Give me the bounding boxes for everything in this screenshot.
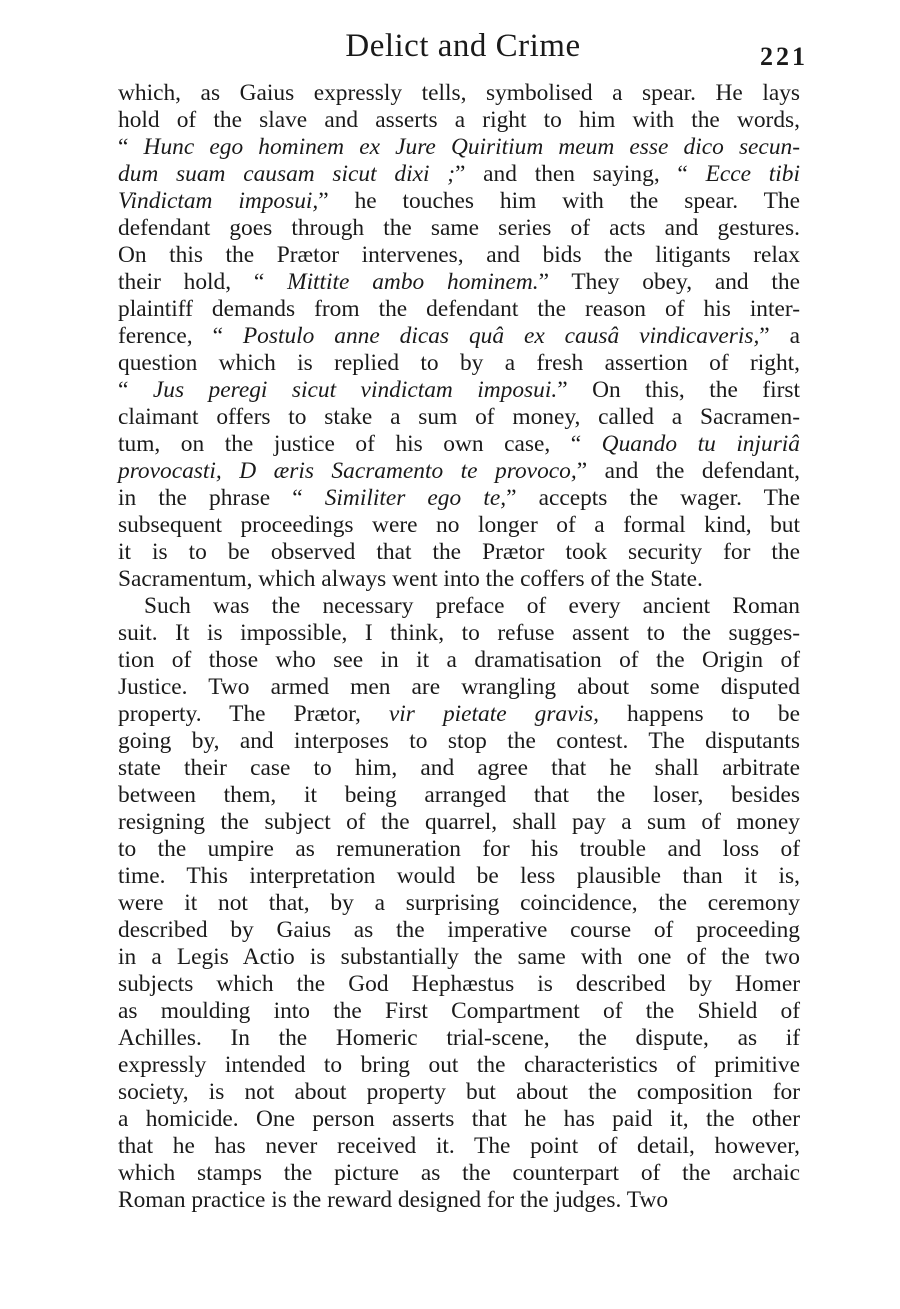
text-run: happens to be — [598, 701, 800, 727]
text-run: state their case to him, and agree that he shall arbitrate — [118, 755, 800, 781]
latin-phrase: Vindictam imposui, — [118, 188, 319, 214]
text-run: claimant offers to stake a sum of money, called a Sacramen- — [118, 404, 800, 430]
text-line — [118, 1025, 800, 1052]
text-run: defendant goes through the same series of acts and gestures. — [118, 215, 800, 241]
text-line — [118, 836, 800, 863]
latin-phrase: provocasti, D æris Sacramento te provoco, — [118, 458, 577, 484]
text-line — [118, 917, 800, 944]
text-line — [118, 1160, 800, 1187]
text-run: tum, on the justice of his own case, “ — [118, 431, 602, 457]
text-line — [118, 485, 800, 512]
text-run: described by Gaius as the imperative course of proceeding — [118, 917, 800, 943]
text-line — [118, 404, 800, 431]
latin-phrase: Similiter ego te, — [324, 485, 507, 511]
text-run: which, as Gaius expressly tells, symbolised a spear. He lays — [118, 80, 800, 106]
text-line — [118, 890, 800, 917]
text-line — [118, 674, 800, 701]
text-line — [118, 620, 800, 647]
text-line — [118, 296, 800, 323]
latin-phrase: Mittite ambo hominem. — [287, 269, 539, 295]
page-header — [118, 28, 808, 76]
text-line — [118, 863, 800, 890]
text-line — [118, 431, 800, 458]
latin-phrase: Quando tu injuriâ — [601, 431, 800, 457]
text-run: “ — [118, 377, 153, 403]
text-run: tion of those who see in it a dramatisation of the Origin of — [118, 647, 800, 673]
text-run: resigning the subject of the quarrel, shall pay a sum of money — [118, 809, 800, 835]
latin-phrase: vir pietate gravis, — [388, 701, 599, 727]
text-line — [118, 998, 800, 1025]
text-run: in a Legis Actio is substantially the same with one of the two — [118, 944, 800, 970]
text-line — [118, 242, 800, 269]
text-line — [118, 539, 800, 566]
text-run: ” On this, the first — [557, 377, 800, 403]
latin-phrase: dum suam causam sicut dixi ; — [118, 161, 456, 187]
text-run: On this the Prætor intervenes, and bids the litigants relax — [118, 242, 800, 268]
text-line — [118, 593, 800, 620]
text-line — [118, 728, 800, 755]
text-line — [118, 188, 800, 215]
text-run: time. This interpretation would be less plausible than it is, — [118, 863, 800, 889]
text-run: were it not that, by a surprising coincidence, the ceremony — [118, 890, 800, 916]
text-line — [118, 1133, 800, 1160]
running-title: Delict and Crime — [345, 28, 581, 64]
text-line — [118, 377, 800, 404]
text-line — [118, 134, 800, 161]
text-line — [118, 512, 800, 539]
text-run: ference, “ — [118, 323, 243, 349]
text-line — [118, 1187, 800, 1214]
text-line — [118, 971, 800, 998]
text-line — [118, 323, 800, 350]
text-line — [118, 269, 800, 296]
text-line — [118, 161, 800, 188]
text-line — [118, 809, 800, 836]
page-number: 221 — [760, 42, 808, 71]
text-run: that he has never received it. The point of detail, however, — [118, 1133, 800, 1159]
body-text — [118, 80, 800, 1214]
text-line — [118, 1052, 800, 1079]
text-run: a homicide. One person asserts that he has paid it, the other — [118, 1106, 800, 1132]
text-run: Justice. Two armed men are wrangling about some disputed — [118, 674, 800, 700]
text-run: ” They obey, and the — [538, 269, 800, 295]
text-run: “ — [118, 134, 144, 160]
text-line — [118, 1106, 800, 1133]
text-line — [118, 458, 800, 485]
latin-phrase: Postulo anne dicas quâ ex causâ vindicaveris, — [242, 323, 760, 349]
text-run: subsequent proceedings were no longer of a formal kind, but — [118, 512, 800, 538]
text-run: going by, and interposes to stop the contest. The disputants — [118, 728, 800, 754]
text-run: subjects which the God Hephæstus is described by Homer — [118, 971, 800, 997]
text-run: their hold, “ — [118, 269, 288, 295]
text-run: in the phrase “ — [118, 485, 325, 511]
text-run: expressly intended to bring out the characteristics of primitive — [118, 1052, 800, 1078]
text-line — [118, 944, 800, 971]
text-run: plaintiff demands from the defendant the reason of his inter- — [118, 296, 800, 322]
text-run: ” and the defendant, — [576, 458, 800, 484]
latin-phrase: Jus peregi sicut vindictam imposui. — [152, 377, 558, 403]
text-line — [118, 701, 800, 728]
paragraph — [118, 593, 800, 1214]
text-run: Achilles. In the Homeric trial-scene, the dispute, as if — [118, 1025, 800, 1051]
text-line — [118, 80, 800, 107]
text-line — [118, 782, 800, 809]
text-run: as moulding into the First Compartment of the Shield of — [118, 998, 800, 1024]
text-line — [118, 1079, 800, 1106]
text-line — [118, 107, 800, 134]
text-run: Roman practice is the reward designed for the judges. Two — [118, 1187, 669, 1213]
text-run: it is to be observed that the Prætor took security for the — [118, 539, 800, 565]
text-run: between them, it being arranged that the loser, besides — [118, 782, 800, 808]
latin-phrase: Ecce tibi — [705, 161, 800, 187]
text-line — [118, 215, 800, 242]
text-run: property. The Prætor, — [118, 701, 389, 727]
text-run: hold of the slave and asserts a right to him with the words, — [118, 107, 800, 133]
text-line — [118, 566, 800, 593]
text-run: question which is replied to by a fresh assertion of right, — [118, 350, 800, 376]
text-run: ” and then saying, “ — [455, 161, 706, 187]
text-run: society, is not about property but about the composition for — [118, 1079, 800, 1105]
text-run: which stamps the picture as the counterpart of the archaic — [118, 1160, 800, 1186]
paragraph — [118, 80, 800, 593]
text-run: ” he touches him with the spear. The — [318, 188, 800, 214]
text-line — [118, 647, 800, 674]
text-run: ” a — [759, 323, 800, 349]
text-run: Sacramentum, which always went into the coffers of the State. — [118, 566, 703, 592]
text-run: Such was the necessary preface of every ancient Roman — [144, 593, 800, 619]
text-line — [118, 755, 800, 782]
text-run: to the umpire as remuneration for his trouble and loss of — [118, 836, 800, 862]
text-run: suit. It is impossible, I think, to refuse assent to the sugges- — [118, 620, 800, 646]
text-line — [118, 350, 800, 377]
latin-phrase: Hunc ego hominem ex Jure Quiritium meum esse dico secun- — [143, 134, 800, 160]
text-run: ” accepts the wager. The — [506, 485, 801, 511]
